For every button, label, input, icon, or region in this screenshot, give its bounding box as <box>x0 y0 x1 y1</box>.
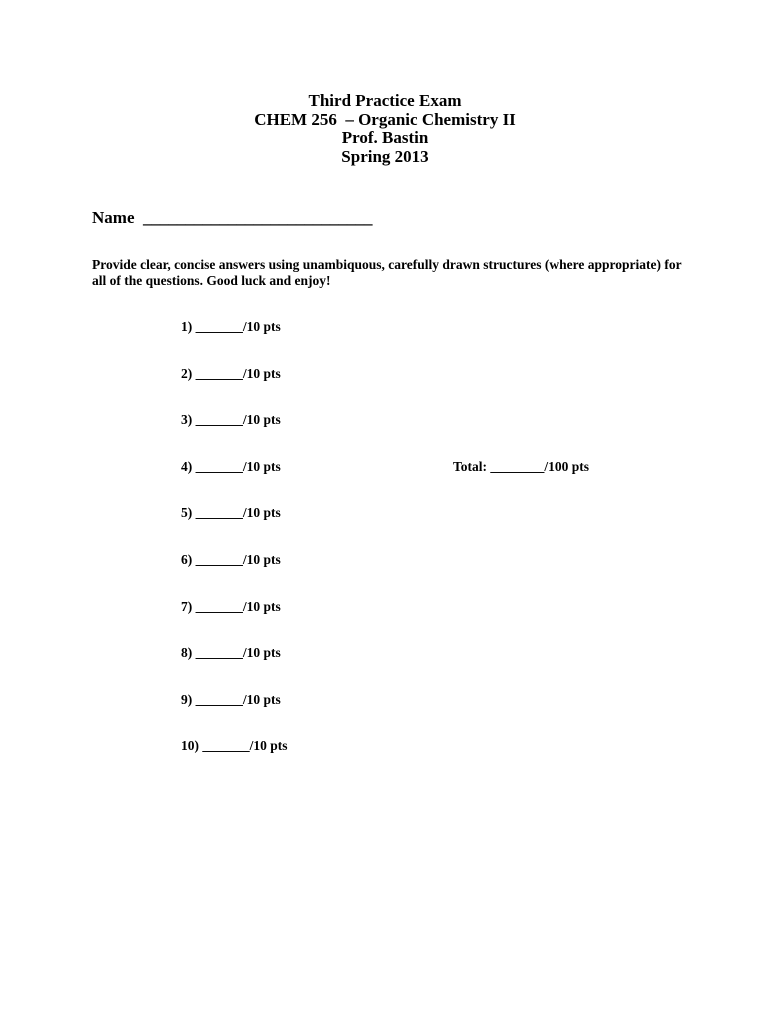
exam-title: Third Practice Exam <box>308 91 462 110</box>
exam-term: Spring 2013 <box>341 146 429 166</box>
score-line-8: 8) _______/10 pts <box>181 645 281 661</box>
score-line-2: 2) _______/10 pts <box>181 365 281 381</box>
score-line-4: 4) _______/10 pts <box>181 458 281 474</box>
instructions-text: Provide clear, concise answers using unambiquous, carefully drawn structures (where appropriate) for all of the questions. Good luck and enjoy! <box>92 257 682 288</box>
score-line-1: 1) _______/10 pts <box>181 319 281 334</box>
exam-header <box>0 92 770 166</box>
score-line-9: 9) _______/10 pts <box>181 691 281 707</box>
professor-name: Prof. Bastin <box>341 128 429 147</box>
score-line-3: 3) _______/10 pts <box>181 412 281 428</box>
score-line-10: 10) _______/10 pts <box>181 738 288 754</box>
score-line-7: 7) _______/10 pts <box>181 598 281 614</box>
score-list <box>181 318 288 784</box>
total-score: Total: ________/100 pts <box>453 459 590 474</box>
score-line-5: 5) _______/10 pts <box>181 505 281 521</box>
score-line-6: 6) _______/10 pts <box>181 551 281 567</box>
name-field: Name ___________________________ <box>92 208 373 227</box>
course-title: CHEM 256 – Organic Chemistry II <box>254 109 516 129</box>
